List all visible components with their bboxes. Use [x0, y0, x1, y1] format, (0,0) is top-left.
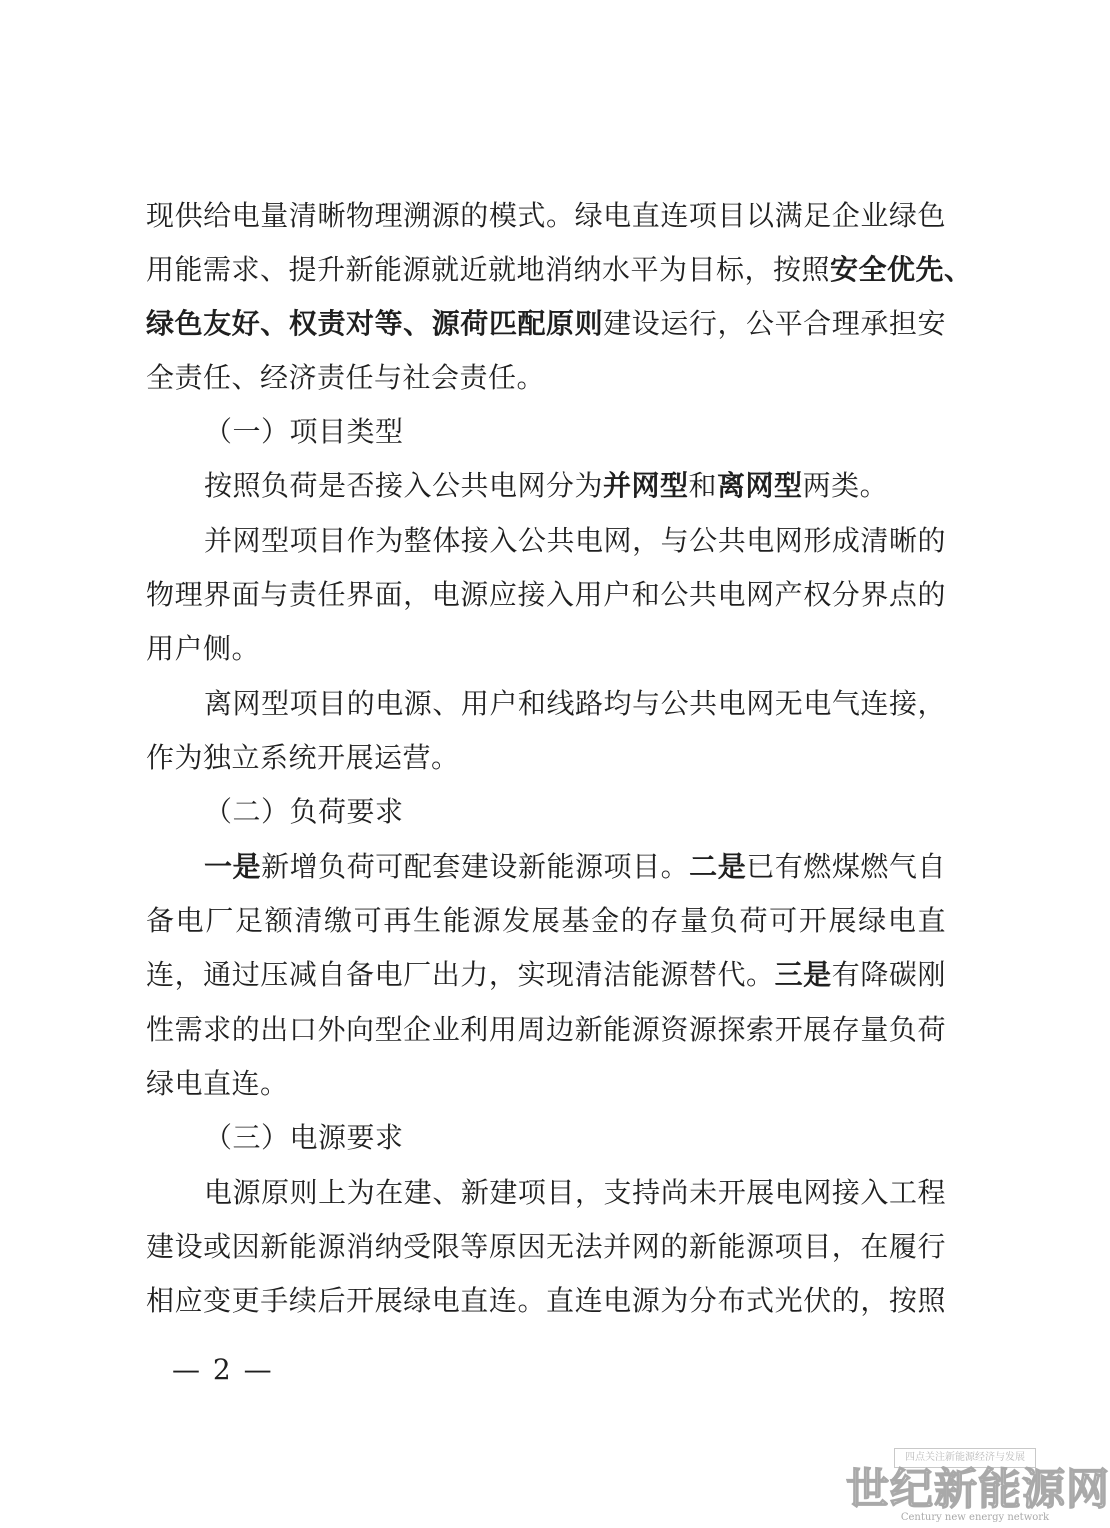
text-span: 连，通过压减自备电厂出力，实现清洁能源替代。	[146, 958, 775, 991]
watermark-caption: 四点关注新能源经济与发展	[894, 1448, 1036, 1468]
watermark-logo-text: 世纪新能源网	[846, 1465, 1110, 1515]
bold-text: 安全优先、	[830, 253, 973, 286]
text-line	[204, 412, 1004, 452]
text-span: 物理界面与责任界面，电源应接入用户和公共电网产权分界点的	[146, 578, 946, 611]
bold-text: 并网型	[603, 469, 689, 502]
text-line	[204, 521, 946, 561]
text-line	[146, 304, 946, 344]
bold-text: 三是	[774, 958, 832, 991]
bold-text: 一是	[204, 850, 262, 883]
text-span: 性需求的出口外向型企业利用周边新能源资源探索开展存量负荷	[146, 1013, 946, 1046]
page-number: — 2 —	[172, 1353, 274, 1386]
text-line	[146, 738, 946, 778]
text-line	[146, 196, 946, 236]
text-span: 按照负荷是否接入公共电网分为	[204, 469, 604, 502]
text-span: 和	[688, 469, 718, 502]
text-span: （二）负荷要求	[204, 795, 404, 828]
text-span: 备电厂足额清缴可再生能源发展基金的存量负荷可开展绿电直	[146, 904, 946, 937]
text-span: 作为独立系统开展运营。	[146, 741, 460, 774]
text-span: 有降碳刚	[831, 958, 946, 991]
text-line	[146, 901, 946, 941]
text-line	[204, 466, 946, 506]
text-span: 新增负荷可配套建设新能源项目。	[261, 850, 690, 883]
text-span: 已有燃煤燃气自	[746, 850, 946, 883]
text-line	[146, 575, 946, 615]
text-span: 用户侧。	[146, 632, 261, 665]
text-line	[146, 358, 946, 398]
text-span: 现供给电量清晰物理溯源的模式。绿电直连项目以满足企业绿色	[146, 199, 946, 232]
text-line	[146, 1281, 946, 1321]
text-span: （一）项目类型	[204, 415, 404, 448]
text-span: 绿电直连。	[146, 1067, 289, 1100]
text-line	[204, 1118, 1004, 1158]
text-span: 用能需求、提升新能源就近就地消纳水平为目标，按照	[146, 253, 831, 286]
text-span: 相应变更手续后开展绿电直连。直连电源为分布式光伏的，按照	[146, 1284, 946, 1317]
text-line	[146, 250, 973, 290]
text-line	[146, 629, 946, 669]
text-line	[204, 684, 946, 724]
text-span: 建设或因新能源消纳受限等原因无法并网的新能源项目，在履行	[146, 1230, 946, 1263]
text-span: 全责任、经济责任与社会责任。	[146, 361, 546, 394]
text-line	[204, 1173, 946, 1213]
watermark-subtitle: Century new energy network	[900, 1512, 1050, 1523]
text-span: 电源原则上为在建、新建项目，支持尚未开展电网接入工程	[204, 1176, 946, 1209]
bold-text: 离网型	[717, 469, 803, 502]
text-span: 两类。	[802, 469, 889, 502]
bold-text: 绿色友好、权责对等、源荷匹配原则	[146, 307, 604, 340]
text-line	[146, 955, 946, 995]
text-span: 离网型项目的电源、用户和线路均与公共电网无电气连接，	[204, 687, 946, 720]
text-line	[146, 1227, 946, 1267]
text-line	[204, 792, 1004, 832]
text-span: 建设运行，公平合理承担安	[603, 307, 946, 340]
text-line	[146, 1010, 946, 1050]
bold-text: 二是	[689, 850, 747, 883]
text-span: （三）电源要求	[204, 1121, 404, 1154]
text-line	[146, 1064, 946, 1104]
text-span: 并网型项目作为整体接入公共电网，与公共电网形成清晰的	[204, 524, 946, 557]
text-line	[204, 847, 946, 887]
